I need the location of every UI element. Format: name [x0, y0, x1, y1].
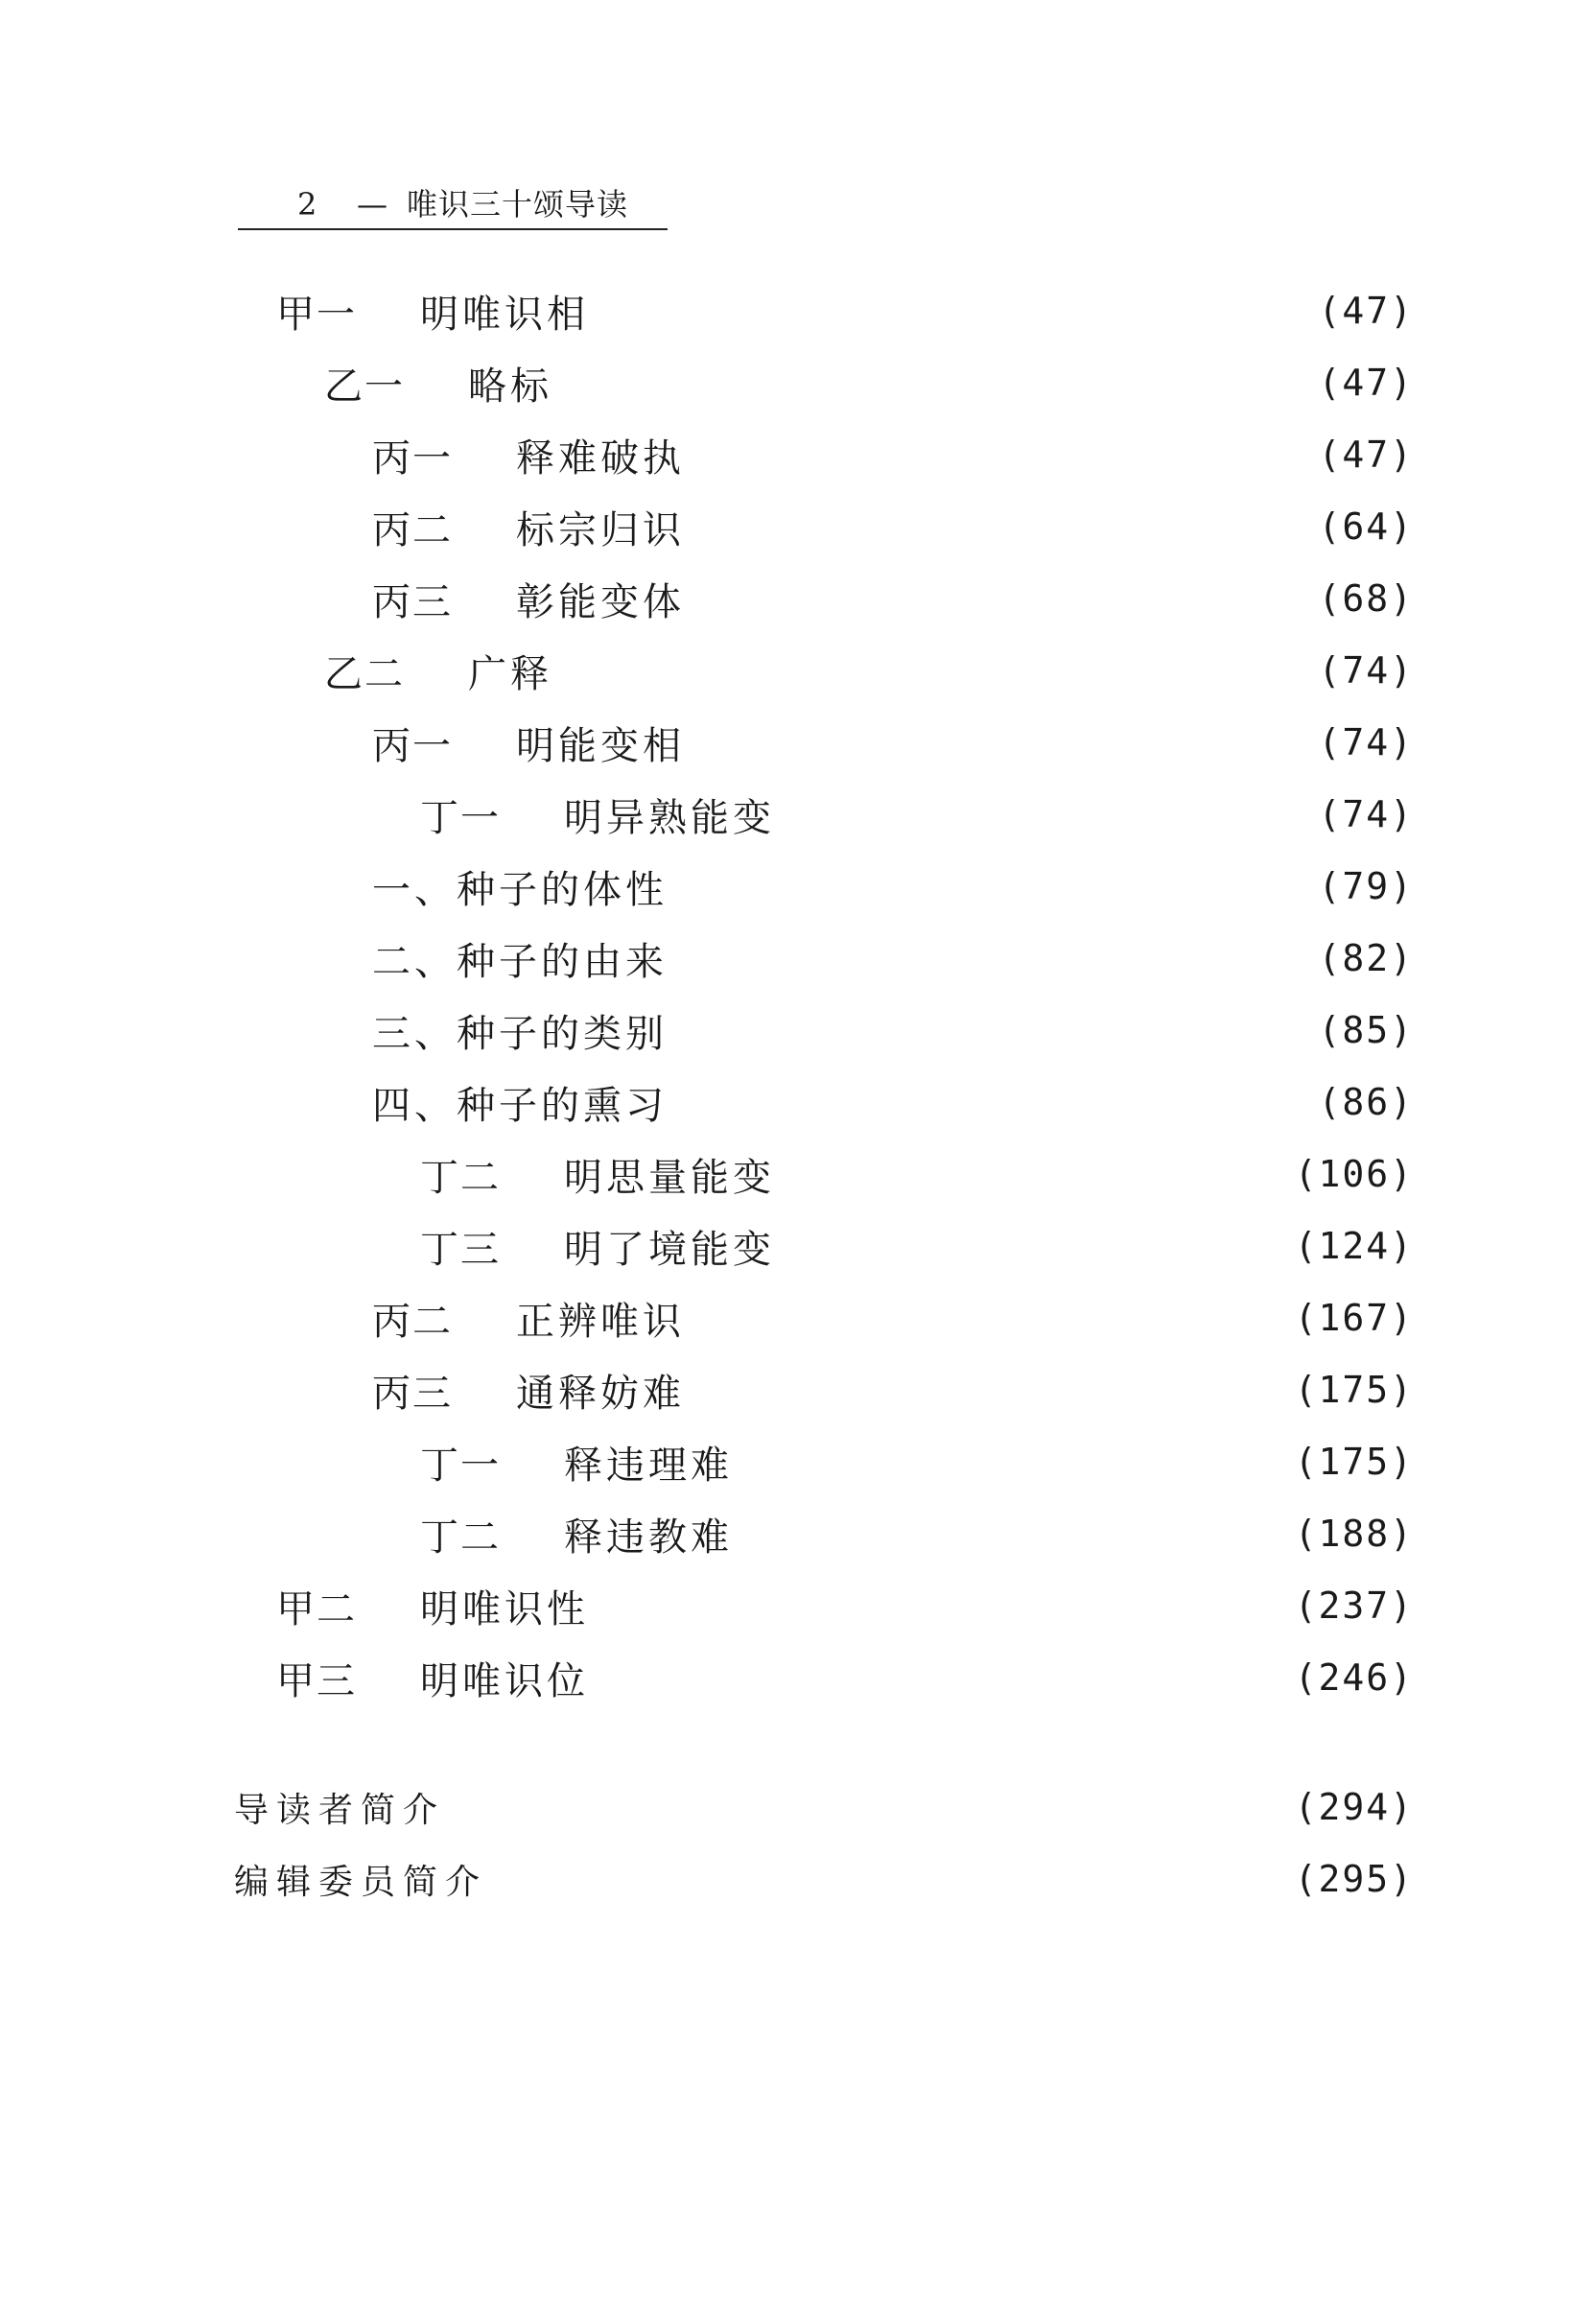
toc-entry-page: (82)	[1318, 937, 1414, 979]
toc-entry-page: (246)	[1294, 1656, 1414, 1699]
toc-entry-level: 丁一	[420, 795, 501, 840]
dot-leader	[694, 500, 1304, 553]
dot-leader	[746, 1363, 1281, 1417]
appendix-entry	[234, 1852, 1414, 1906]
toc-entry-title: 四、种子的熏习	[372, 1083, 668, 1128]
dot-leader	[708, 931, 1304, 985]
dot-leader	[694, 572, 1304, 625]
toc-entry	[324, 356, 1414, 410]
dot-leader	[694, 428, 1304, 481]
toc-entry	[372, 931, 1414, 985]
appendix-entry-title: 导读者简介	[234, 1790, 446, 1830]
toc-entry-level: 丙一	[372, 723, 453, 768]
toc-entry-title: 三、种子的类别	[372, 1011, 668, 1056]
toc-entry-title: 一、种子的体性	[372, 867, 668, 912]
toc-entry	[420, 1147, 1414, 1201]
toc-entry-level: 甲一	[276, 292, 357, 337]
toc-entry	[420, 1507, 1414, 1561]
toc-entry-page: (188)	[1294, 1513, 1414, 1555]
appendix-entry-title: 编辑委员简介	[234, 1862, 488, 1902]
toc-entry-page: (237)	[1294, 1585, 1414, 1627]
toc-entry-title: 二、种子的由来	[372, 939, 668, 984]
toc-entry-level: 甲三	[276, 1658, 357, 1703]
toc-entry-page: (167)	[1294, 1297, 1414, 1339]
toc-entry-title: 标宗归识	[516, 507, 685, 552]
toc-entry-page: (79)	[1318, 865, 1414, 907]
toc-entry	[372, 500, 1414, 553]
toc-entry-level: 丙三	[372, 1371, 453, 1416]
header-book-title: 唯识三十颂导读	[407, 186, 629, 223]
toc-entry	[372, 428, 1414, 481]
toc-entry-title: 释难破执	[516, 435, 685, 481]
dot-leader	[708, 1003, 1304, 1057]
toc-entry	[420, 1219, 1414, 1273]
toc-entry-title: 明唯识相	[420, 292, 589, 337]
dot-leader	[497, 1852, 1281, 1906]
header-page-number: 2	[297, 186, 317, 223]
toc-entry-page: (64)	[1318, 505, 1414, 548]
dot-leader	[650, 1651, 1281, 1704]
dot-leader	[598, 284, 1304, 338]
toc-entry-page: (74)	[1318, 721, 1414, 763]
header-dash: —	[357, 186, 387, 223]
dot-leader	[842, 1147, 1281, 1201]
toc-entry-level: 丙二	[372, 507, 453, 552]
appendix-entry-page: (295)	[1294, 1858, 1414, 1900]
toc-entry-title: 略标	[468, 364, 552, 409]
toc-entry-title: 明唯识性	[420, 1586, 589, 1632]
toc-entry-level: 乙一	[324, 364, 405, 409]
toc-entry-title: 彰能变体	[516, 579, 685, 624]
dot-leader	[708, 859, 1304, 913]
toc-entry	[372, 1003, 1414, 1057]
dot-leader	[694, 716, 1304, 769]
toc-entry-page: (86)	[1318, 1081, 1414, 1123]
toc-entry-page: (175)	[1294, 1441, 1414, 1483]
toc-entry	[276, 1651, 1414, 1704]
toc-entry-title: 广释	[468, 651, 552, 696]
dot-leader	[746, 1291, 1281, 1345]
dot-leader	[708, 1075, 1304, 1129]
toc-entry-level: 丙一	[372, 435, 453, 481]
toc-entry-level: 丁三	[420, 1227, 501, 1272]
toc-entry	[372, 859, 1414, 913]
toc-entry	[276, 284, 1414, 338]
appendix-entry	[234, 1780, 1414, 1834]
toc-entry-title: 正辨唯识	[516, 1299, 685, 1344]
toc-entry-level: 乙二	[324, 651, 405, 696]
appendix-entry-page: (294)	[1294, 1786, 1414, 1828]
toc-entry-page: (106)	[1294, 1153, 1414, 1195]
toc-entry-page: (85)	[1318, 1009, 1414, 1051]
dot-leader	[794, 1507, 1281, 1561]
toc-entry	[372, 1291, 1414, 1345]
toc-entry	[372, 1363, 1414, 1417]
toc-entry-page: (74)	[1318, 649, 1414, 692]
toc-entry-page: (175)	[1294, 1369, 1414, 1411]
toc-entry	[420, 1435, 1414, 1489]
toc-entry-level: 丙三	[372, 579, 453, 624]
toc-entry	[420, 787, 1414, 841]
toc-entry	[324, 644, 1414, 697]
toc-entry-title: 通释妨难	[516, 1371, 685, 1416]
toc-entry-level: 丁一	[420, 1443, 501, 1488]
dot-leader	[785, 787, 1304, 841]
toc-entry-level: 丙二	[372, 1299, 453, 1344]
toc-entry-title: 释违教难	[564, 1514, 733, 1560]
toc-entry	[372, 572, 1414, 625]
toc-entry-page: (124)	[1294, 1225, 1414, 1267]
dot-leader	[650, 1579, 1281, 1632]
toc-entry-title: 明了境能变	[564, 1227, 775, 1272]
dot-leader	[842, 1219, 1281, 1273]
toc-entry-page: (47)	[1318, 434, 1414, 476]
toc-entry-page: (47)	[1318, 290, 1414, 332]
toc-entry-title: 明能变相	[516, 723, 685, 768]
toc-entry	[372, 716, 1414, 769]
toc-entry-page: (68)	[1318, 577, 1414, 620]
dot-leader	[562, 644, 1304, 697]
toc-entry	[372, 1075, 1414, 1129]
toc-entry-level: 甲二	[276, 1586, 357, 1632]
toc-entry-page: (47)	[1318, 362, 1414, 404]
toc-entry-title: 明唯识位	[420, 1658, 589, 1703]
dot-leader	[455, 1780, 1281, 1834]
dot-leader	[794, 1435, 1281, 1489]
toc-entry-level: 丁二	[420, 1514, 501, 1560]
toc-entry-title: 明思量能变	[564, 1155, 775, 1200]
toc-entry-page: (74)	[1318, 793, 1414, 835]
toc-entry	[276, 1579, 1414, 1632]
dot-leader	[562, 356, 1304, 410]
toc-entry-level: 丁二	[420, 1155, 501, 1200]
toc-entry-title: 明异熟能变	[564, 795, 775, 840]
toc-entry-title: 释违理难	[564, 1443, 733, 1488]
